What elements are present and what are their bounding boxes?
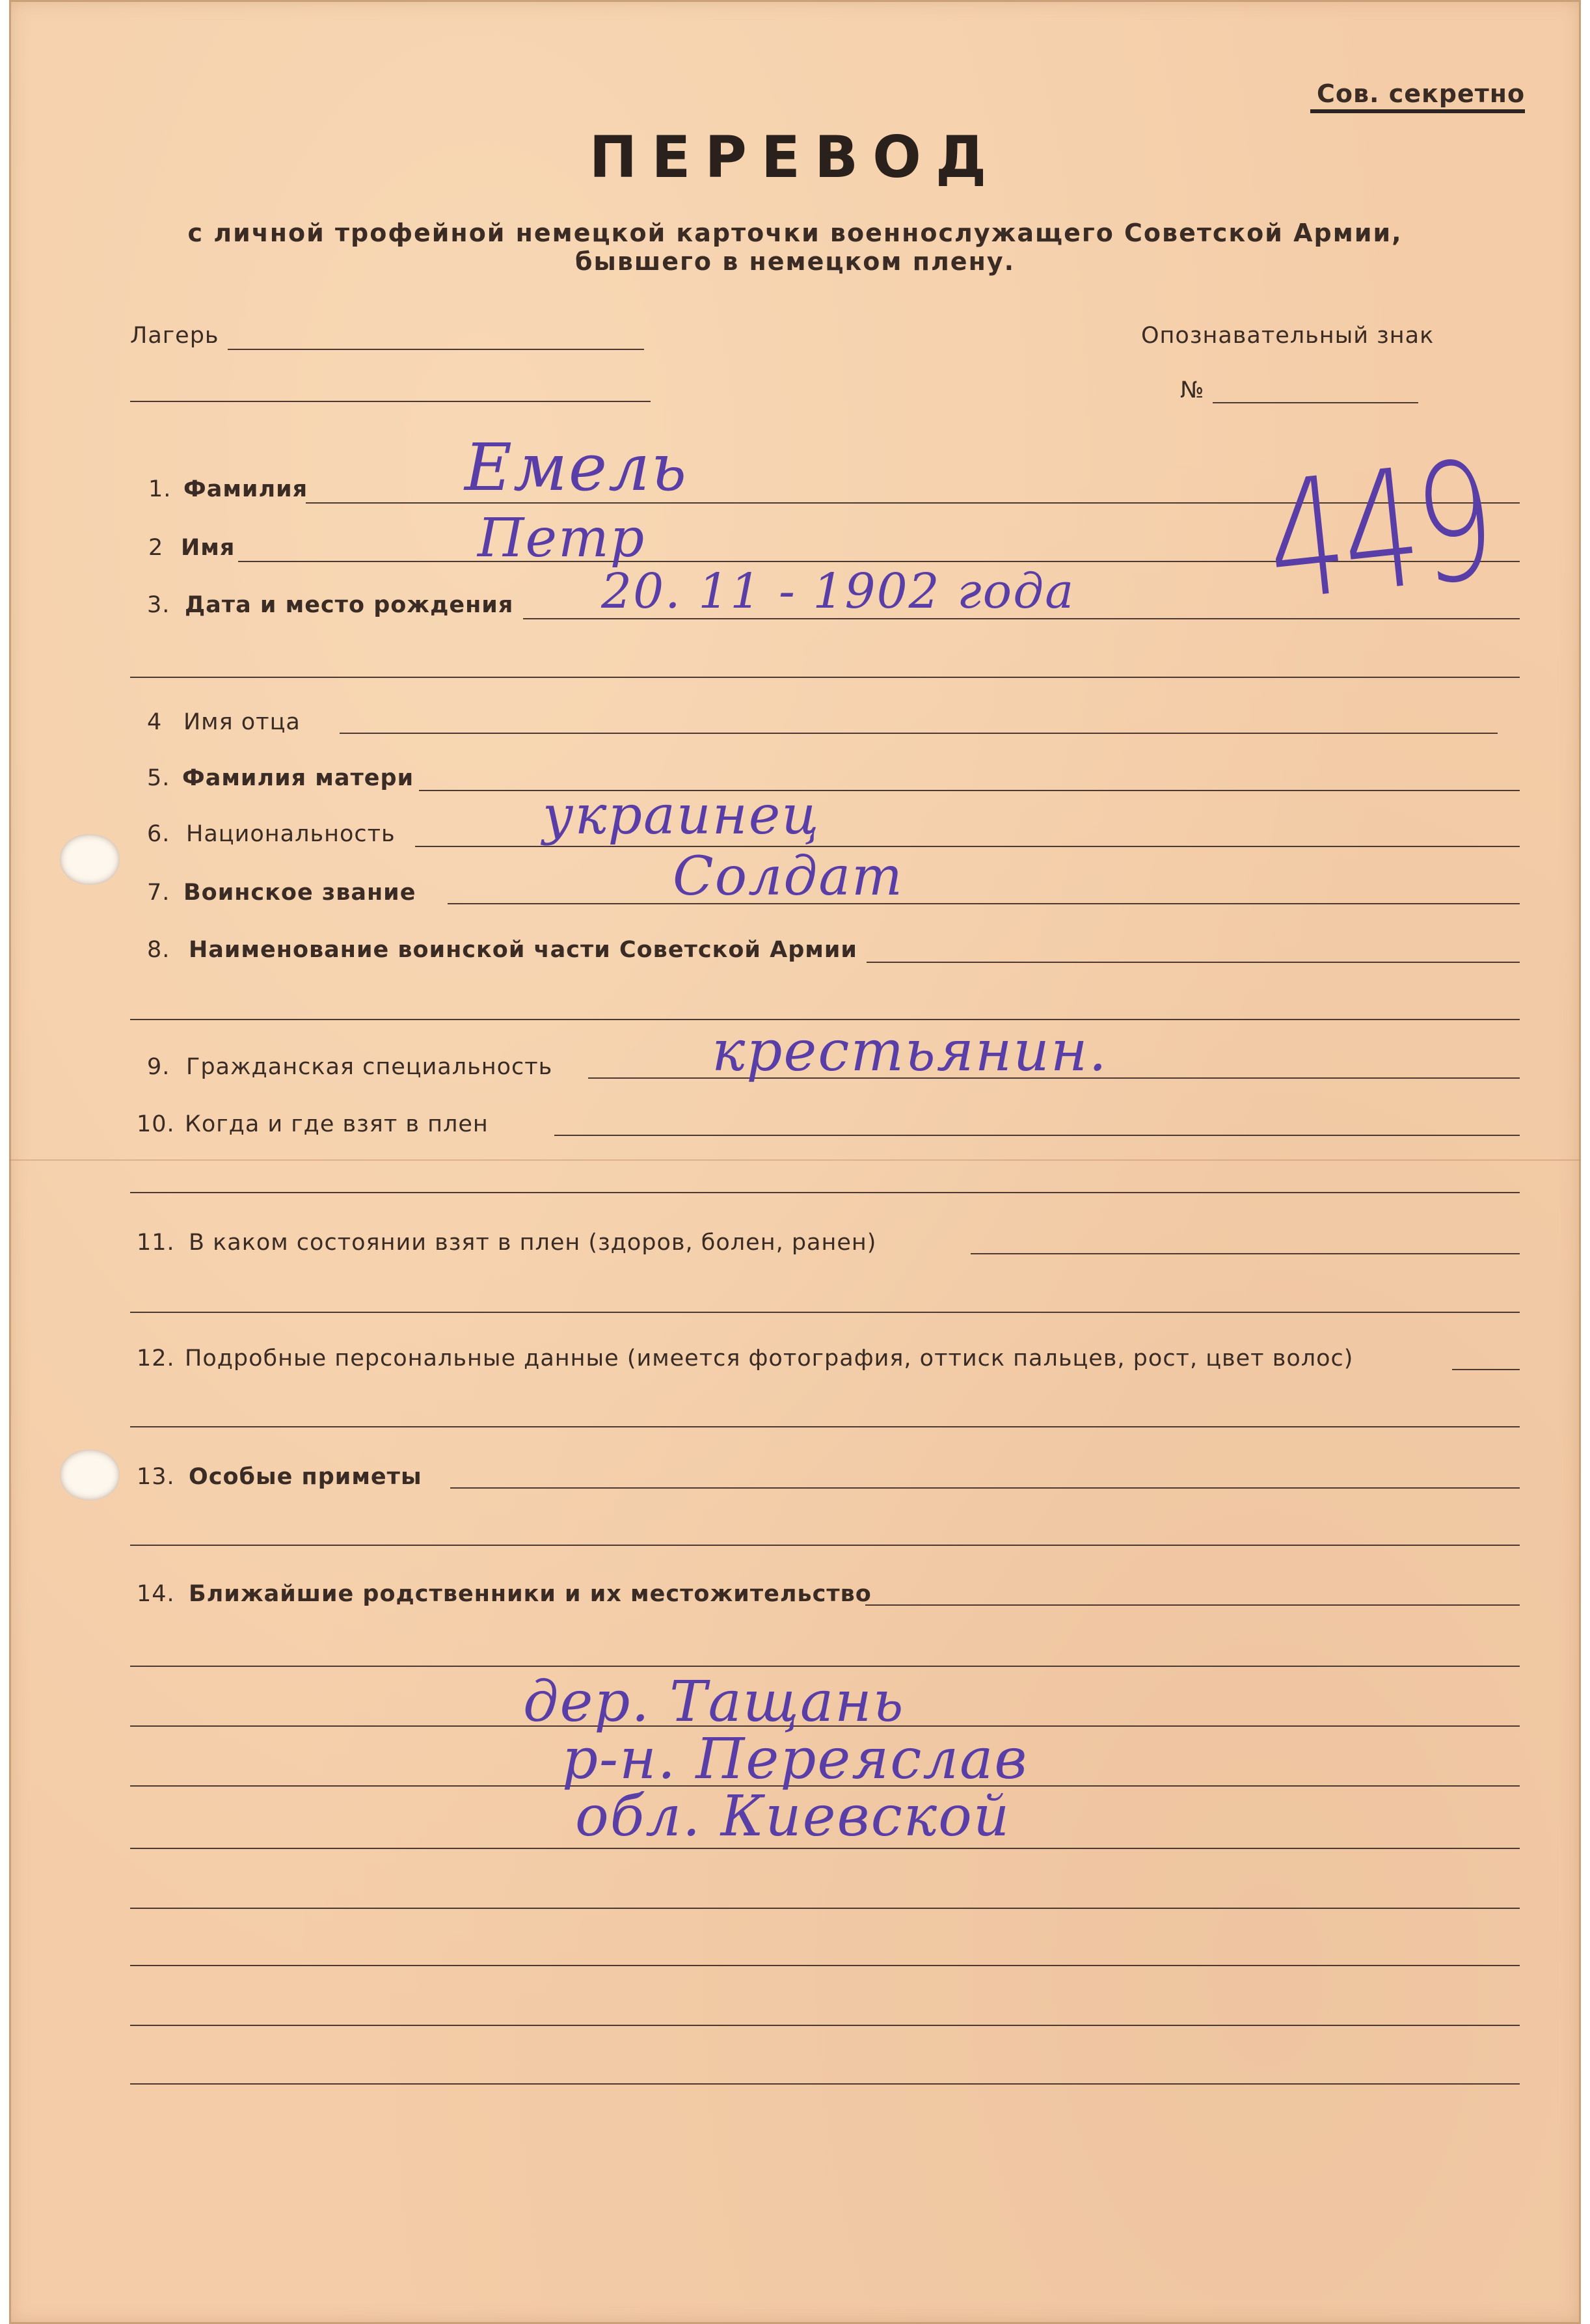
camp-line-2 <box>130 401 651 402</box>
field-line-military-unit <box>867 962 1520 963</box>
field-number-8: 8. <box>147 937 170 963</box>
id-number-line <box>1213 402 1418 403</box>
field-label-birth: Дата и место рождения <box>185 592 514 618</box>
field-label-nationality: Национальность <box>186 821 396 847</box>
field-number-7: 7. <box>147 880 170 906</box>
field-line-relatives-7 <box>130 1965 1520 1966</box>
id-tag-label: Опознавательный знак <box>1141 323 1435 349</box>
field-number-6: 6. <box>147 821 170 847</box>
relatives-region: обл. Киевской <box>575 1784 1011 1849</box>
field-value-surname: Емель <box>465 429 688 506</box>
field-label-military-rank: Воинское звание <box>183 880 416 906</box>
document-sheet <box>9 0 1581 2324</box>
id-number-sign: № <box>1180 377 1205 403</box>
document-title: ПЕРЕВОД <box>589 124 1001 191</box>
field-value-nationality: украинец <box>543 785 820 846</box>
field-line-father-name <box>340 733 1498 734</box>
field-label-first-name: Имя <box>181 535 236 561</box>
field-number-9: 9. <box>147 1054 170 1080</box>
punch-hole <box>60 1450 120 1500</box>
field-line-relatives <box>865 1604 1520 1606</box>
field-number-3: 3. <box>147 592 170 618</box>
relatives-village: дер. Тащань <box>523 1669 905 1735</box>
field-line-personal-data-2 <box>130 1426 1520 1427</box>
field-line-relatives-6 <box>130 1908 1520 1909</box>
field-line-military-rank <box>448 903 1520 904</box>
field-value-military-rank: Солдат <box>673 846 904 908</box>
fold-crease <box>9 1159 1581 1161</box>
document-subtitle-line-2: бывшего в немецком плену. <box>574 247 1016 276</box>
punch-hole <box>60 834 120 885</box>
field-line-special-marks <box>450 1487 1520 1489</box>
field-label-condition: В каком состоянии взят в плен (здоров, болен, ранен) <box>189 1230 877 1256</box>
field-label-personal-data: Подробные персональные данные (имеется фотография, оттиск пальцев, рост, цвет волос) <box>185 1345 1354 1371</box>
field-value-birth: 20. 11 - 1902 года <box>601 563 1075 619</box>
field-line-special-marks-2 <box>130 1545 1520 1546</box>
classification-underline <box>1310 109 1525 113</box>
field-number-5: 5. <box>147 765 170 791</box>
field-line-capture <box>554 1135 1520 1136</box>
field-label-military-unit: Наименование воинской части Советской Армии <box>189 937 857 963</box>
field-label-relatives: Ближайшие родственники и их местожительство <box>189 1581 872 1607</box>
camp-line <box>228 349 644 350</box>
field-label-mother-surname: Фамилия матери <box>182 765 414 791</box>
field-line-relatives-8 <box>130 2025 1520 2026</box>
relatives-district: р-н. Переяслав <box>562 1727 1029 1792</box>
field-label-father-name: Имя отца <box>183 709 301 735</box>
field-number-4: 4 <box>147 709 163 735</box>
field-number-10: 10. <box>137 1111 175 1137</box>
field-label-surname: Фамилия <box>183 476 308 502</box>
field-line-relatives-9 <box>130 2083 1520 2085</box>
camp-label: Лагерь <box>130 323 219 349</box>
field-number-12: 12. <box>137 1345 175 1371</box>
field-number-14: 14. <box>137 1581 175 1607</box>
field-label-capture: Когда и где взят в плен <box>185 1111 489 1137</box>
document-subtitle-line-1: с личной трофейной немецкой карточки военнослужащего Советской Армии, <box>187 219 1403 247</box>
classification-stamp: Сов. секретно <box>1317 79 1526 108</box>
field-label-civil-profession: Гражданская специальность <box>186 1054 553 1080</box>
field-line-condition-2 <box>130 1312 1520 1313</box>
field-label-special-marks: Особые приметы <box>189 1464 422 1490</box>
handwritten-case-number: 449 <box>1258 426 1501 638</box>
field-line-birth-2 <box>130 677 1520 678</box>
field-number-13: 13. <box>137 1464 175 1490</box>
field-line-relatives-2 <box>130 1666 1520 1667</box>
field-line-capture-2 <box>130 1192 1520 1193</box>
field-value-civil-profession: крестьянин. <box>712 1019 1108 1084</box>
field-line-condition <box>971 1253 1520 1254</box>
field-number-2: 2 <box>148 535 164 561</box>
field-number-1: 1. <box>148 476 172 502</box>
field-value-first-name: Петр <box>478 507 646 569</box>
field-number-11: 11. <box>137 1230 175 1256</box>
field-line-personal-data <box>1452 1369 1520 1370</box>
